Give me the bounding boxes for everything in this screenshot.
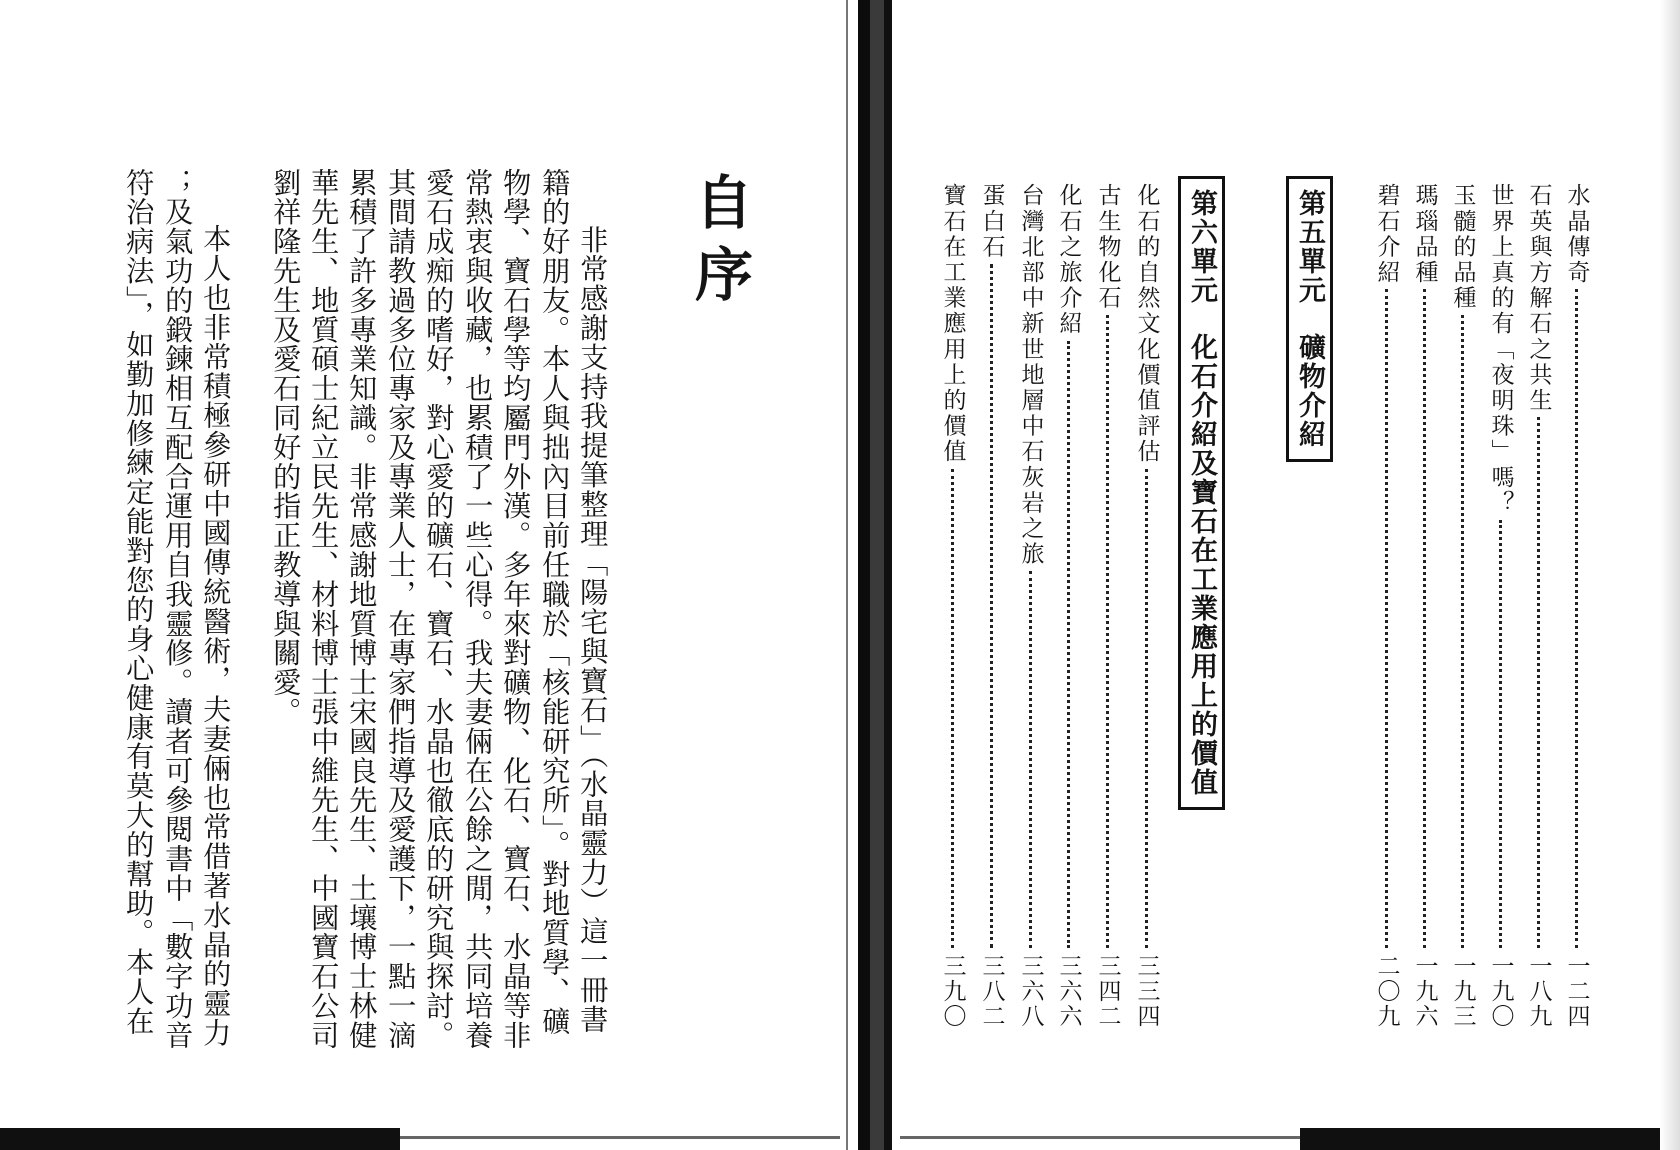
unit-number: 第五單元	[1294, 189, 1325, 305]
preface-line: 愛石成痴的嗜好，對心愛的礦石、寶石、水晶也徹底的研究與探討。	[422, 168, 456, 1050]
preface-line: 華先生、地質碩士紀立民先生、材料博士張中維先生、中國寶石公司	[307, 168, 341, 1050]
toc-entry-title: 台灣北部中新世地層中石灰岩之旅	[1017, 183, 1044, 567]
toc-leader-dots	[1385, 289, 1388, 948]
toc-leader-dots	[951, 469, 954, 948]
unit-heading-5	[1286, 176, 1333, 462]
toc-leader-dots	[1145, 469, 1148, 948]
preface-line: 非常感謝支持我提筆整理「陽宅與寶石」（水晶靈力）這一冊書	[576, 225, 610, 1035]
toc-entry-page: 三四二	[1094, 954, 1121, 1029]
unit-title: 礦物介紹	[1294, 333, 1325, 449]
toc-entry	[1372, 183, 1400, 1029]
page-edge	[846, 0, 848, 1150]
toc-entry-title: 石英與方解石之共生	[1525, 183, 1552, 414]
toc-entry	[977, 183, 1005, 1029]
toc-entry	[1054, 183, 1082, 1029]
preface-title: 自序	[685, 172, 753, 316]
toc-leader-dots	[1575, 289, 1578, 948]
toc-entry	[1448, 183, 1476, 1029]
toc-leader-dots	[1461, 315, 1464, 948]
page-bottom-edge	[900, 1136, 1300, 1139]
toc-entry-title: 玉髓的品種	[1449, 183, 1476, 311]
unit-heading-6	[1178, 176, 1225, 810]
unit-title: 化石介紹及寶石在工業應用上的價值	[1186, 333, 1217, 797]
toc-leader-dots	[990, 264, 993, 948]
toc-leader-dots	[1106, 315, 1109, 948]
toc-entry-page: 二〇九	[1373, 954, 1400, 1029]
preface-line: 劉祥隆先生及愛石同好的指正教導與關愛。	[269, 168, 303, 727]
page-bottom-edge	[400, 1136, 840, 1139]
preface-line: 常熱衷與收藏，也累積了一些心得。我夫妻倆在公餘之閒，共同培養	[461, 168, 495, 1050]
scan-border	[0, 1128, 400, 1150]
scan-border	[1300, 1128, 1680, 1150]
toc-entry	[1562, 183, 1590, 1029]
toc-entry	[1486, 183, 1514, 1029]
preface-line: ；及氣功的鍛鍊相互配合運用自我靈修。讀者可參閱書中「數字功音	[161, 168, 195, 1050]
toc-entry-page: 三六六	[1055, 954, 1082, 1029]
toc-entry-page: 一九〇	[1487, 954, 1514, 1029]
toc-entry-title: 化石的自然文化價值評估	[1133, 183, 1160, 465]
toc-leader-dots	[1499, 520, 1502, 948]
toc-entry-page: 一二四	[1563, 954, 1590, 1029]
toc-entry	[1016, 183, 1044, 1029]
preface-line: 累積了許多專業知識。非常感謝地質博士宋國良先生、土壤博士林健	[345, 168, 379, 1050]
toc-entry	[1132, 183, 1160, 1029]
toc-entry	[1093, 183, 1121, 1029]
toc-leader-dots	[1067, 341, 1070, 948]
toc-entry-page: 一八九	[1525, 954, 1552, 1029]
preface-line: 符治病法」，如勤加修練定能對您的身心健康有莫大的幫助。本人在	[122, 168, 156, 1036]
toc-entry-page: 一九六	[1411, 954, 1438, 1029]
toc-entry-title: 世界上真的有「夜明珠」嗎？	[1487, 183, 1514, 516]
scan-edge-shadow	[1660, 0, 1680, 1150]
book-gutter-shadow	[870, 0, 884, 1150]
toc-entry	[1524, 183, 1552, 1029]
toc-entry-title: 古生物化石	[1094, 183, 1121, 311]
preface-line: 其間請教過多位專家及專業人士，在專家們指導及愛護下，一點一滴	[384, 168, 418, 1050]
toc-entry	[938, 183, 966, 1029]
toc-entry-title: 碧石介紹	[1373, 183, 1400, 286]
book-gutter	[884, 0, 892, 1150]
preface-line: 本人也非常積極參研中國傳統醫術，夫妻倆也常借著水晶的靈力	[199, 195, 233, 1048]
toc-entry-page: 三九〇	[939, 954, 966, 1029]
toc-entry-page: 一九三	[1449, 954, 1476, 1029]
toc-entry-page: 三六八	[1017, 954, 1044, 1029]
toc-leader-dots	[1423, 289, 1426, 948]
toc-entry	[1410, 183, 1438, 1029]
toc-entry-title: 化石之旅介紹	[1055, 183, 1082, 337]
toc-entry-title: 蛋白石	[978, 183, 1005, 260]
toc-entry-title: 寶石在工業應用上的價值	[939, 183, 966, 465]
toc-entry-page: 三三四	[1133, 954, 1160, 1029]
toc-entry-title: 水晶傳奇	[1563, 183, 1590, 286]
toc-leader-dots	[1029, 571, 1032, 948]
preface-line: 物學、寶石學等均屬門外漢。多年來對礦物、化石、寶石、水晶等非	[499, 168, 533, 1050]
toc-entry-title: 瑪瑙品種	[1411, 183, 1438, 286]
preface-line: 籍的好朋友。本人與拙內目前任職於「核能研究所」。對地質學、礦	[538, 168, 572, 1036]
book-gutter	[858, 0, 870, 1150]
unit-number: 第六單元	[1186, 189, 1217, 305]
toc-leader-dots	[1537, 417, 1540, 948]
toc-entry-page: 三八二	[978, 954, 1005, 1029]
